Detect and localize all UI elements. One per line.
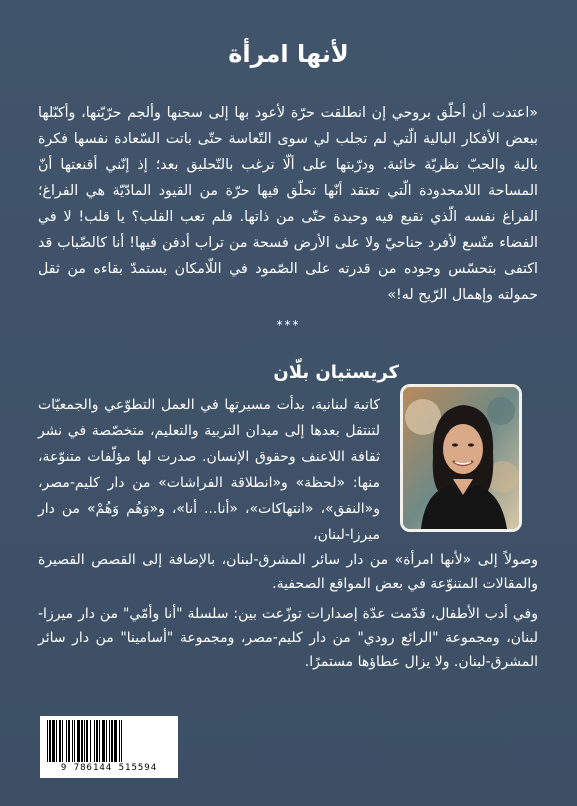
author-bio-children-books: وفي أدب الأطفال، قدّمت عدّة إصدارات توزّعت بين: سلسلة "أنا وأمّي" من دار ميرزا-لبنان، ومجموعة "الرائع رودي" من دار كليم-مصر، ومجموعة "أسامينا" من دار سائر المشرق-لبنان. ولا يزال عطاؤها مستمرًا. [38, 606, 538, 670]
barcode-bars-icon [46, 720, 172, 762]
isbn-number: 9 786144 515594 [60, 763, 158, 773]
author-bio-text: كاتبة لبنانية، بدأت مسيرتها في العمل التطوّعي والجمعيّات لتنتقل بعدها إلى ميدان التربية والتعليم، متخصّصة في نشر ثقافة اللاعنف وحقوق الإنسان. صدرت لها مؤلّفات متنوّعة، منها: «لحظة» و«انطلاقة الفراشات» من دار كليم-مصر، و«النفق»، «انتهاكات»، «أنا... أنا»، و«وَهُم وَهُمْ» من دار ميرزا-لبنان، [38, 397, 380, 543]
author-bio-paragraph: وصولاً إلى «لأنها امرأة» من دار سائر المشرق-لبنان، بالإضافة إلى القصص القصيرة والمقالات المتنوّعة في بعض المواقع الصحفية. [38, 552, 538, 592]
isbn-barcode [40, 716, 178, 778]
author-name: كريستيان بلّان [273, 362, 399, 383]
book-title: لأنها امرأة [228, 40, 349, 68]
author-portrait-illustration [403, 387, 519, 529]
author-bio-intro [38, 392, 380, 548]
section-separator: *** [276, 318, 301, 332]
author-bio-continued [38, 548, 538, 674]
author-photo [400, 384, 522, 532]
book-excerpt: «اعتدت أن أحلّق بروحي إن انطلقت حرّة لأعود بها إلى سجنها وألجم حرّيّتها، وأكبّلها ببعض الأفكار البالية الّتي لم تجلب لي سوى التّعاسة حتّى باتت السّعادة نفسها فكرة بالية والحبّ نظريّة خائبة. ودرّبتها على ألّا ترغب بالتّحليق بعد؛ إذ إنّني أقنعتها أنّ المساحة اللامحدودة الّتي تعتقد أنّها تحلّق فيها حرّة من القيود المادّيّة هي الفراغ؛ الفراغ نفسه الّذي تقبع فيه وحيدة حتّى من ذاتها. فلم تعب القلب؟ يا قلب! لا في الفضاء متّسع لأفرد جناحيّ ولا على الأرض فسحة من تراب أدفن فيها! أنا كالضّباب قد اكتفى بتحسّس وجوده من قدرته على الصّمود في اللّامكان يستمدّ بقاءه من ثقل حمولته وإهمال الرّيح له!» [38, 105, 538, 303]
